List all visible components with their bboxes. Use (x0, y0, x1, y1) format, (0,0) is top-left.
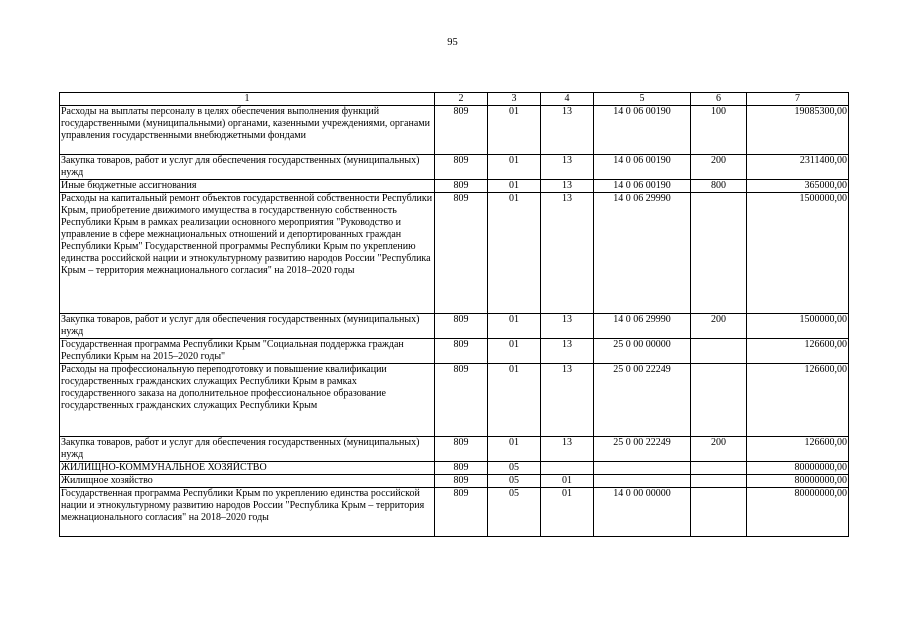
table-row (60, 488, 849, 537)
target-article-code (594, 462, 691, 475)
section-code: 01 (488, 339, 541, 364)
expense-type-code (691, 339, 747, 364)
amount: 19085300,00 (747, 106, 849, 155)
amount: 80000000,00 (747, 475, 849, 488)
amount: 365000,00 (747, 180, 849, 193)
expense-type-code: 800 (691, 180, 747, 193)
target-article-code: 14 0 00 00000 (594, 488, 691, 537)
expense-name: ЖИЛИЩНО-КОММУНАЛЬНОЕ ХОЗЯЙСТВО (60, 462, 435, 475)
ministry-code: 809 (435, 488, 488, 537)
table-row (60, 106, 849, 155)
column-header: 7 (747, 93, 849, 106)
section-code: 05 (488, 475, 541, 488)
column-header: 1 (60, 93, 435, 106)
amount: 80000000,00 (747, 462, 849, 475)
amount: 126600,00 (747, 364, 849, 437)
section-code: 05 (488, 488, 541, 537)
ministry-code: 809 (435, 462, 488, 475)
column-header: 4 (541, 93, 594, 106)
expense-name: Закупка товаров, работ и услуг для обеспечения государственных (муниципальных) нужд (60, 155, 435, 180)
section-code: 01 (488, 193, 541, 314)
expense-name: Расходы на капитальный ремонт объектов государственной собственности Республики Крым, приобретение движимого имущества в государственную собственность Республики Крым в рамках реализации основного мероприятия "Руководство и управление в сфере межнациональных отношений и депортированных граждан Республики Крым" Государственной программы Республики Крым по укреплению единства российской нации и этнокультурному развитию народов России "Республика Крым – территория межнационального согласия" на 2018–2020 годы (60, 193, 435, 314)
expense-name: Государственная программа Республики Крым "Социальная поддержка граждан Республики Крым на 2015–2020 годы" (60, 339, 435, 364)
expense-type-code: 200 (691, 314, 747, 339)
amount: 126600,00 (747, 437, 849, 462)
ministry-code: 809 (435, 339, 488, 364)
expense-type-code (691, 475, 747, 488)
subsection-code: 13 (541, 364, 594, 437)
section-code: 05 (488, 462, 541, 475)
section-code: 01 (488, 364, 541, 437)
subsection-code: 01 (541, 488, 594, 537)
ministry-code: 809 (435, 193, 488, 314)
amount: 2311400,00 (747, 155, 849, 180)
table-row (60, 180, 849, 193)
ministry-code: 809 (435, 364, 488, 437)
table-row (60, 314, 849, 339)
table-row (60, 193, 849, 314)
expense-type-code (691, 193, 747, 314)
ministry-code: 809 (435, 437, 488, 462)
target-article-code: 14 0 06 00190 (594, 155, 691, 180)
target-article-code: 14 0 06 00190 (594, 180, 691, 193)
subsection-code: 13 (541, 314, 594, 339)
subsection-code: 13 (541, 106, 594, 155)
target-article-code: 14 0 06 29990 (594, 314, 691, 339)
expense-name: Расходы на профессиональную переподготовку и повышение квалификации государственных гражданских служащих Республики Крым в рамках государственного заказа на дополнительное профессиональное образование государственных гражданских служащих Республики Крым (60, 364, 435, 437)
subsection-code: 13 (541, 180, 594, 193)
table-row (60, 339, 849, 364)
target-article-code: 14 0 06 29990 (594, 193, 691, 314)
table-row (60, 364, 849, 437)
amount: 1500000,00 (747, 314, 849, 339)
expense-name: Закупка товаров, работ и услуг для обеспечения государственных (муниципальных) нужд (60, 437, 435, 462)
amount: 126600,00 (747, 339, 849, 364)
expense-type-code: 200 (691, 155, 747, 180)
amount: 1500000,00 (747, 193, 849, 314)
expense-name: Иные бюджетные ассигнования (60, 180, 435, 193)
subsection-code: 13 (541, 155, 594, 180)
expense-type-code (691, 364, 747, 437)
page-number: 95 (447, 37, 458, 48)
subsection-code (541, 462, 594, 475)
expense-name: Расходы на выплаты персоналу в целях обеспечения выполнения функций государственными (муниципальными) органами, казенными учреждениями, органами управления государственными внебюджетными фондами (60, 106, 435, 155)
section-code: 01 (488, 314, 541, 339)
subsection-code: 13 (541, 193, 594, 314)
amount: 80000000,00 (747, 488, 849, 537)
expense-type-code (691, 462, 747, 475)
ministry-code: 809 (435, 475, 488, 488)
budget-table (59, 92, 849, 537)
column-header: 2 (435, 93, 488, 106)
target-article-code: 25 0 00 00000 (594, 339, 691, 364)
target-article-code: 14 0 06 00190 (594, 106, 691, 155)
column-header: 3 (488, 93, 541, 106)
table-row (60, 462, 849, 475)
subsection-code: 13 (541, 339, 594, 364)
table-header-row (60, 93, 849, 106)
ministry-code: 809 (435, 180, 488, 193)
column-header: 6 (691, 93, 747, 106)
expense-name: Закупка товаров, работ и услуг для обеспечения государственных (муниципальных) нужд (60, 314, 435, 339)
subsection-code: 01 (541, 475, 594, 488)
section-code: 01 (488, 180, 541, 193)
ministry-code: 809 (435, 155, 488, 180)
expense-name: Государственная программа Республики Крым по укреплению единства российской нации и этнокультурному развитию народов России "Республика Крым – территория межнационального согласия" на 2018–2020 годы (60, 488, 435, 537)
table-row (60, 155, 849, 180)
expense-type-code: 100 (691, 106, 747, 155)
expense-name: Жилищное хозяйство (60, 475, 435, 488)
target-article-code (594, 475, 691, 488)
expense-type-code: 200 (691, 437, 747, 462)
section-code: 01 (488, 155, 541, 180)
target-article-code: 25 0 00 22249 (594, 364, 691, 437)
column-header: 5 (594, 93, 691, 106)
section-code: 01 (488, 106, 541, 155)
section-code: 01 (488, 437, 541, 462)
expense-type-code (691, 488, 747, 537)
ministry-code: 809 (435, 314, 488, 339)
target-article-code: 25 0 00 22249 (594, 437, 691, 462)
table-row (60, 475, 849, 488)
ministry-code: 809 (435, 106, 488, 155)
subsection-code: 13 (541, 437, 594, 462)
table-row (60, 437, 849, 462)
